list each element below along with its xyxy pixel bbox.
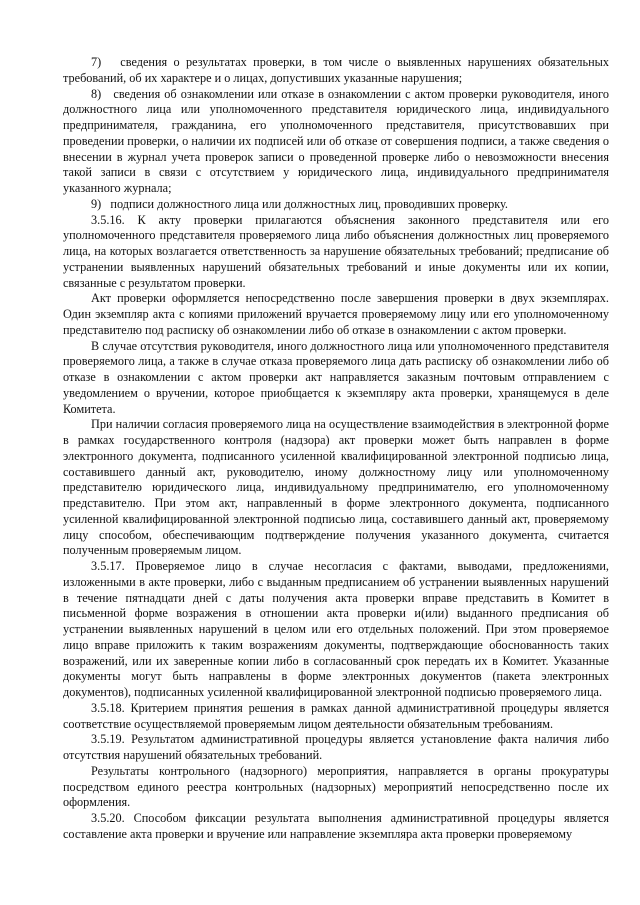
list-item-7: 7) сведения о результатах проверки, в том числе о выявленных нарушениях обязательных требований, об их характере и о лицах, допустивших указанные нарушения; [63, 55, 609, 85]
list-item-9: 9) подписи должностного лица или должностных лиц, проводивших проверку. [91, 196, 508, 211]
paragraph-results-prosecutor: Результаты контрольного (надзорного) мероприятия, направляется в органы прокуратуры посредством единого реестра контрольных (надзорных) мероприятий непосредственно после их оформления. [63, 763, 609, 810]
document-body [63, 55, 609, 843]
paragraph-3-5-16: 3.5.16. К акту проверки прилагаются объяснения законного представителя или его уполномоченного представителя проверяемого лица либо объяснения должностных лиц проверяемого лица, на которых возлагается ответственность за нарушение обязательных требований; предписание об устранении выявленных нарушений обязательных требований и иные документы или их копии, связанные с результатом проверки. [63, 212, 609, 290]
paragraph-3-5-19: 3.5.19. Результатом административной процедуры является установление факта наличия либо отсутствия нарушений обязательных требований. [63, 732, 609, 762]
paragraph-3-5-20: 3.5.20. Способом фиксации результата выполнения административной процедуры является составление акта проверки и вручение или направление экземпляра акта проверки проверяемому [63, 811, 609, 841]
paragraph-act-copies: Акт проверки оформляется непосредственно после завершения проверки в двух экземплярах. Один экземпляр акта с копиями приложений вручается проверяемому лицу или его уполномоченному представителю под расписку об ознакомлении либо об отказе в ознакомлении с актом проверки. [63, 291, 609, 337]
paragraph-act-mailing: В случае отсутствия руководителя, иного должностного лица или уполномоченного представителя проверяемого лица, а также в случае отказа проверяемого лица дать расписку об ознакомлении либо об отказе в ознакомлении с актом проверки акт направляется заказным почтовым отправлением с уведомлением о вручении, которое приобщается к экземпляру акта проверки, хранящемуся в деле Комитета. [63, 338, 609, 416]
paragraph-3-5-17: 3.5.17. Проверяемое лицо в случае несогласия с фактами, выводами, предложениями, изложенными в акте проверки, либо с выданным предписанием об устранении выявленных нарушений в течение пятнадцати дней с даты получения акта проверки вправе представить в Комитет в письменной форме возражения в отношении акта проверки и(или) выданного предписания об устранении выявленных нарушений в целом или его отдельных положений. При этом проверяемое лицо вправе приложить к таким возражениям документы, подтверждающие обоснованность таких возражений, или их заверенные копии либо в согласованный срок передать их в Комитет. Указанные документы могут быть направлены в форме электронных документов (пакета электронных документов), подписанных усиленной квалифицированной электронной подписью проверяемого лица. [63, 559, 609, 699]
paragraph-act-electronic: При наличии согласия проверяемого лица на осуществление взаимодействия в электронной форме в рамках государственного контроля (надзора) акт проверки может быть направлен в форме электронного документа, подписанного усиленной квалифицированной электронной подписью лица, составившего данный акт, руководителю, иному должностному лицу или уполномоченному представителю юридического лица, индивидуальному предпринимателю, его уполномоченному представителю. При этом акт, направленный в форме электронного документа, подписанного усиленной квалифицированной электронной подписью лица, составившего данный акт, проверяемому лицу способом, обеспечивающим подтверждение получения указанного документа, считается полученным проверяемым лицом. [63, 417, 609, 558]
list-item-8: 8) сведения об ознакомлении или отказе в ознакомлении с актом проверки руководителя, иного должностного лица или уполномоченного представителя юридического лица, индивидуального предпринимателя, гражданина, его уполномоченного представителя, присутствовавших при проведении проверки, о наличии их подписей или об отказе от совершения подписи, а также сведения о внесении в журнал учета проверок записи о проведенной проверке либо о невозможности внесения такой записи в связи с отсутствием у юридического лица, индивидуального предпринимателя указанного журнала; [63, 86, 609, 195]
paragraph-3-5-18: 3.5.18. Критерием принятия решения в рамках данной административной процедуры является соответствие осуществляемой проверяемым лицом деятельности обязательным требованиям. [63, 700, 609, 731]
